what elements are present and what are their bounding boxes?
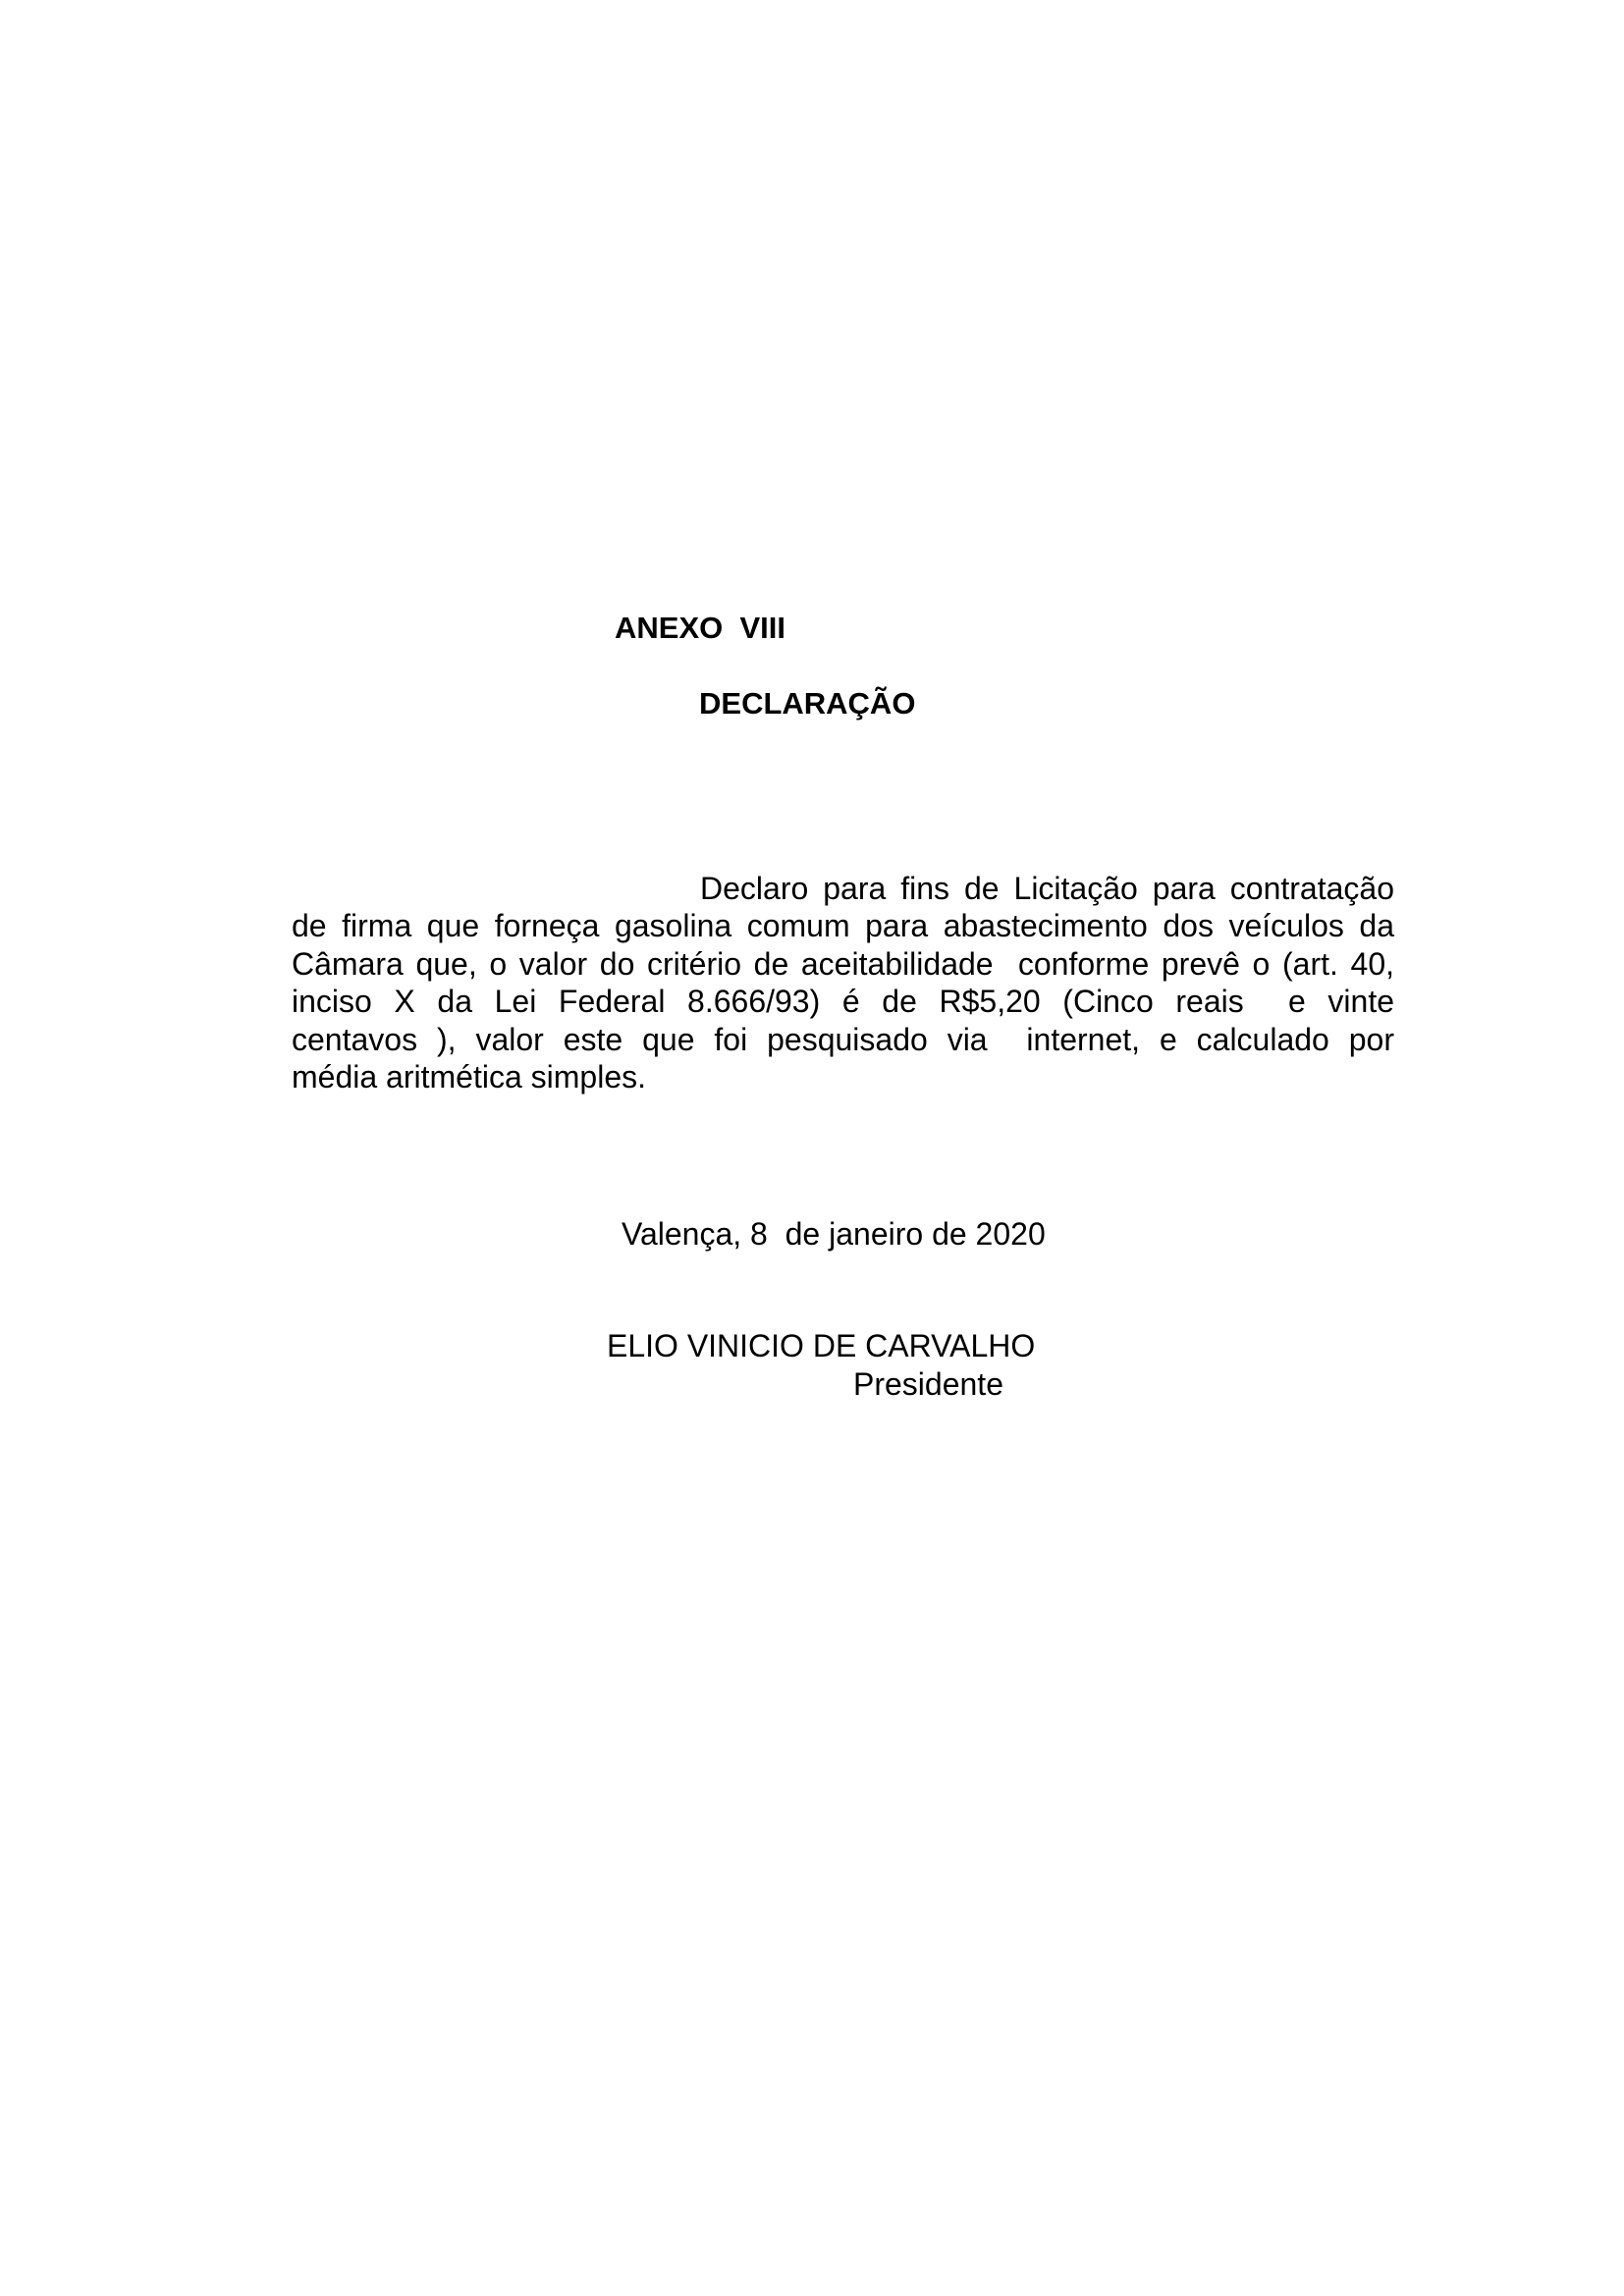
place-and-date: Valença, 8 de janeiro de 2020 xyxy=(622,1216,1046,1252)
document-title: DECLARAÇÃO xyxy=(699,686,916,721)
paragraph-line: média aritmética simples. xyxy=(292,1059,646,1095)
annex-title: ANEXO VIII xyxy=(615,611,785,645)
paragraph-line: centavos ), valor este que foi pesquisado via internet, e calculado por xyxy=(292,1021,1394,1057)
paragraph-line: Declaro para fins de Licitação para contratação xyxy=(700,871,1394,906)
signer-role: Presidente xyxy=(853,1366,1003,1402)
signer-name: ELIO VINICIO DE CARVALHO xyxy=(607,1328,1036,1363)
declaration-paragraph xyxy=(292,870,1394,1095)
paragraph-line: Câmara que, o valor do critério de aceitabilidade conforme prevê o (art. 40, xyxy=(292,945,1394,982)
paragraph-line: inciso X da Lei Federal 8.666/93) é de R$5,20 (Cinco reais e vinte xyxy=(292,984,1394,1020)
paragraph-line: de firma que forneça gasolina comum para abastecimento dos veículos da xyxy=(292,908,1394,944)
